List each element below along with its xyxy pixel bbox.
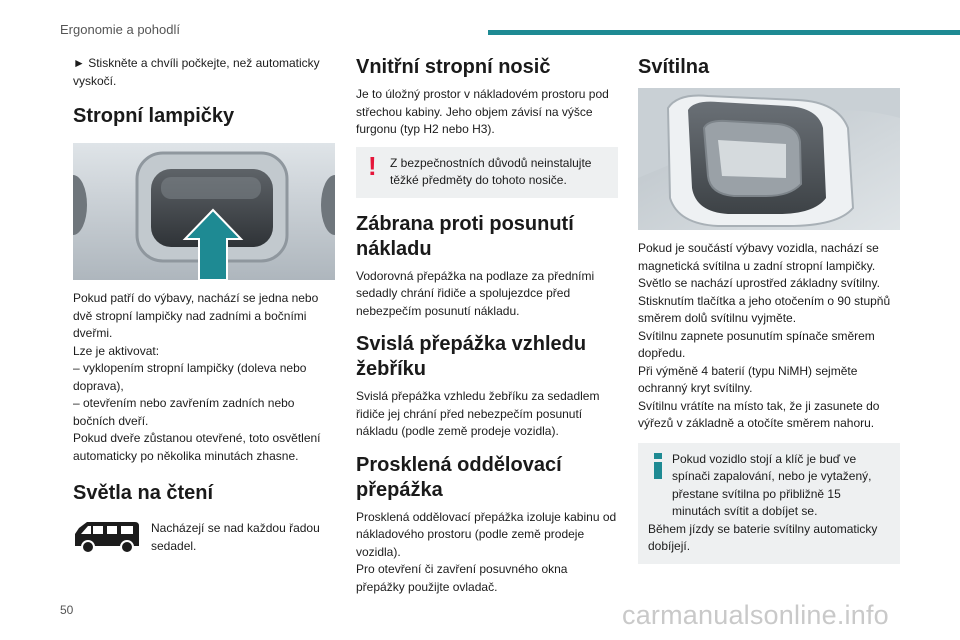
activate-item-1: – vyklopením stropní lampičky (doleva nebo doprava), [73, 361, 307, 393]
torch-line-1: Pokud je součástí výbavy vozidla, nachází se magnetická svítilna u zadní stropní lampičky. [638, 241, 879, 273]
glass-text-1: Prosklená oddělovací přepážka izoluje kabinu od nákladového prostoru (podle země prodeje vozidla). [356, 509, 617, 559]
ladder-title: Svislá přepážka vzhledu žebříku [356, 333, 587, 380]
torch-line-3: Stisknutím tlačítka a jeho otočením o 90 stupňů směrem dolů svítilnu vyjměte. [638, 293, 891, 325]
column-right [638, 55, 900, 564]
watermark: carmanualsonline.info [622, 600, 889, 630]
info-text-1: Pokud vozidlo stojí a klíč je buď ve spínači zapalování, nebo je vytažený, přestane svítilna po přibližně 15 minutách svítit a dobíjet se. [672, 451, 872, 518]
ceiling-lamp-illustration [73, 143, 335, 280]
roof-rack-title: Vnitřní stropní nosič [356, 56, 551, 78]
glass-text-2: Pro otevření či zavření posuvného okna přepážky použijte ovladač. [356, 562, 568, 594]
torch-line-5: Při výměně 4 baterií (typu NiMH) sejměte ochranný kryt svítilny. [638, 363, 858, 395]
torch-illustration [638, 88, 900, 230]
intro-text: ► Stiskněte a chvíli počkejte, než automaticky vyskočí. [73, 56, 320, 88]
van-icon [73, 520, 141, 556]
torch-line-6: Svítilnu vrátíte na místo tak, že ji zasunete do výřezů v základně a otočíte směrem nahoru. [638, 398, 880, 430]
warning-box [356, 147, 618, 198]
torch-line-4: Svítilnu zapnete posunutím spínače směrem dopředu. [638, 328, 875, 360]
ceiling-lamps-text: Pokud patří do výbavy, nachází se jedna nebo dvě stropní lampičky nad zadními a bočními dveřmi. [73, 291, 319, 340]
ceiling-lamp-photo [73, 143, 335, 280]
reading-lights-text: Nacházejí se nad každou řadou sedadel. [151, 521, 320, 553]
header-accent-bar [488, 30, 960, 35]
anti-slide-text: Vodorovná přepážka na podlaze za předními sedadly chrání řidiče a spolujezdce před nebezpečím posunutí nákladu. [356, 268, 595, 318]
doors-open-text: Pokud dveře zůstanou otevřené, toto osvětlení automaticky po několika minutách zhasne. [73, 431, 321, 463]
glass-title: Prosklená oddělovací přepážka [356, 453, 562, 501]
exclamation-icon: ! [368, 150, 377, 181]
roof-rack-text: Je to úložný prostor v nákladovém prostoru pod střechou kabiny. Jeho objem závisí na výšce furgonu (typ H2 nebo H3). [356, 87, 609, 136]
reading-lights-title: Světla na čtení [73, 482, 214, 504]
info-box [638, 443, 900, 564]
ceiling-lamps-title: Stropní lampičky [73, 105, 235, 127]
ladder-text: Svislá přepážka vzhledu žebříku za sedadlem řidiče jej chrání před nebezpečím posunutí nákladu (podle země prodeje vozidla). [356, 389, 600, 438]
roof-rack-warning: Z bezpečnostních důvodů neinstalujte těžké předměty do tohoto nosiče. [390, 155, 592, 187]
column-middle [356, 55, 618, 596]
anti-slide-title: Zábrana proti posunutí nákladu [356, 212, 574, 260]
header-section-title: Ergonomie a pohodlí [60, 22, 180, 37]
torch-line-2: Světlo se nachází uprostřed základny svítilny. [638, 276, 880, 290]
info-text-2: Během jízdy se baterie svítilny automaticky dobíjejí. [648, 521, 878, 553]
column-left [73, 55, 335, 556]
torch-photo [638, 88, 900, 230]
activate-item-2: – otevřením nebo zavřením zadních nebo bočních dveří. [73, 396, 295, 428]
torch-title: Svítilna [638, 56, 710, 78]
info-icon [650, 453, 670, 479]
reading-lights-row [73, 520, 335, 556]
activate-intro: Lze je aktivovat: [73, 343, 160, 358]
page-number: 50 [60, 603, 74, 617]
